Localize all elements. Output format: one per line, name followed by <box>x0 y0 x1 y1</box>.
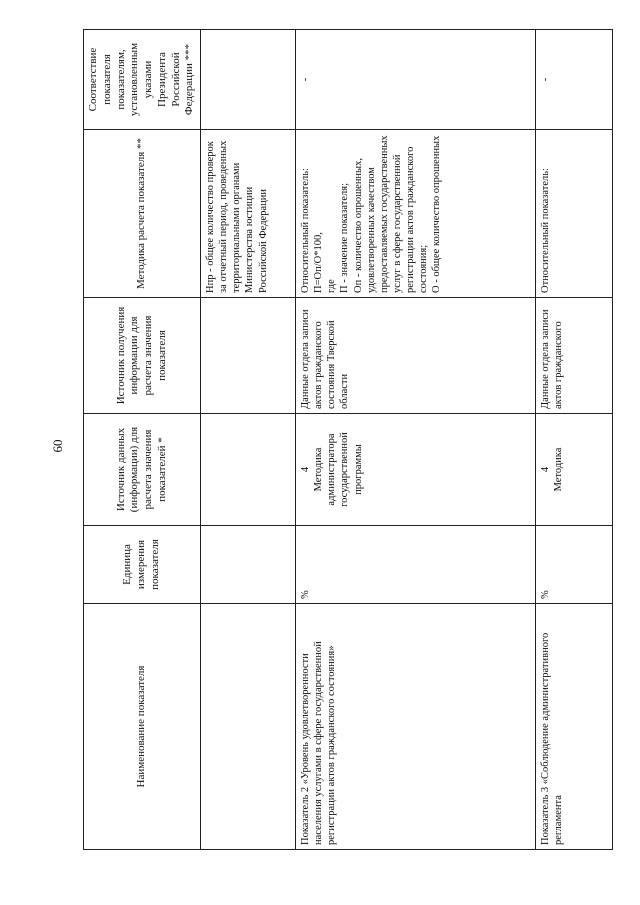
source-column-number: 4 <box>300 466 311 473</box>
cell-name: Показатель 2 «Уровень удовлетворенности населения услугами в сфере государственной регистрации актов гражданского состояния» <box>296 604 536 850</box>
table-row <box>296 30 536 850</box>
header-indicator-name: Наименование показателя <box>84 604 201 850</box>
cell-method: Нпр - общее количество проверок за отчетный период, проведенных территориальными органами Министерства юстиции Российской Федерации <box>201 130 296 298</box>
source-text: Методика администратора государственной программы <box>313 432 364 507</box>
cell-unit: % <box>536 526 613 604</box>
indicators-table-rotated <box>83 30 613 850</box>
header-info-receipt: Источник получения информации для расчета значения показателя <box>84 298 201 414</box>
cell-name: Показатель 3 «Соблюдение административного регламента <box>536 604 613 850</box>
header-decree: Соответствие показателя показателям, установленным указами Президента Российской Федерации *** <box>84 30 201 130</box>
cell-source <box>296 414 536 526</box>
page-number: 60 <box>50 439 65 453</box>
cell-unit: % <box>296 526 536 604</box>
cell-method: Относительный показатель: <box>536 130 613 298</box>
indicators-table <box>83 29 613 850</box>
cell-source <box>536 414 613 526</box>
cell-name <box>201 604 296 850</box>
table-header-row <box>84 30 201 850</box>
header-unit: Единица измерения показателя <box>84 526 201 604</box>
cell-decree: - <box>296 30 536 130</box>
source-text: Методика <box>553 447 565 492</box>
cell-decree <box>201 30 296 130</box>
cell-method: Относительный показатель: П=Оп/О*100, где П - значение показателя; Оп - количество опрошенных, удовлетворенных качеством предоставляемых государственных услуг в сфере государственной регистрации актов гражданского состояния; О - общее количество опрошенных <box>296 130 536 298</box>
cell-receipt <box>201 298 296 414</box>
header-method: Методика расчета показателя ** <box>84 130 201 298</box>
table-row <box>536 30 613 850</box>
cell-source <box>201 414 296 526</box>
header-data-source: Источник данных (информации) для расчета значения показателей * <box>84 414 201 526</box>
table-row <box>201 30 296 850</box>
cell-receipt: Данные отдела записи актов гражданского <box>536 298 613 414</box>
cell-receipt: Данные отдела записи актов гражданского состояния Тверской области <box>296 298 536 414</box>
source-column-number: 4 <box>540 466 551 473</box>
cell-unit <box>201 526 296 604</box>
cell-decree: - <box>536 30 613 130</box>
